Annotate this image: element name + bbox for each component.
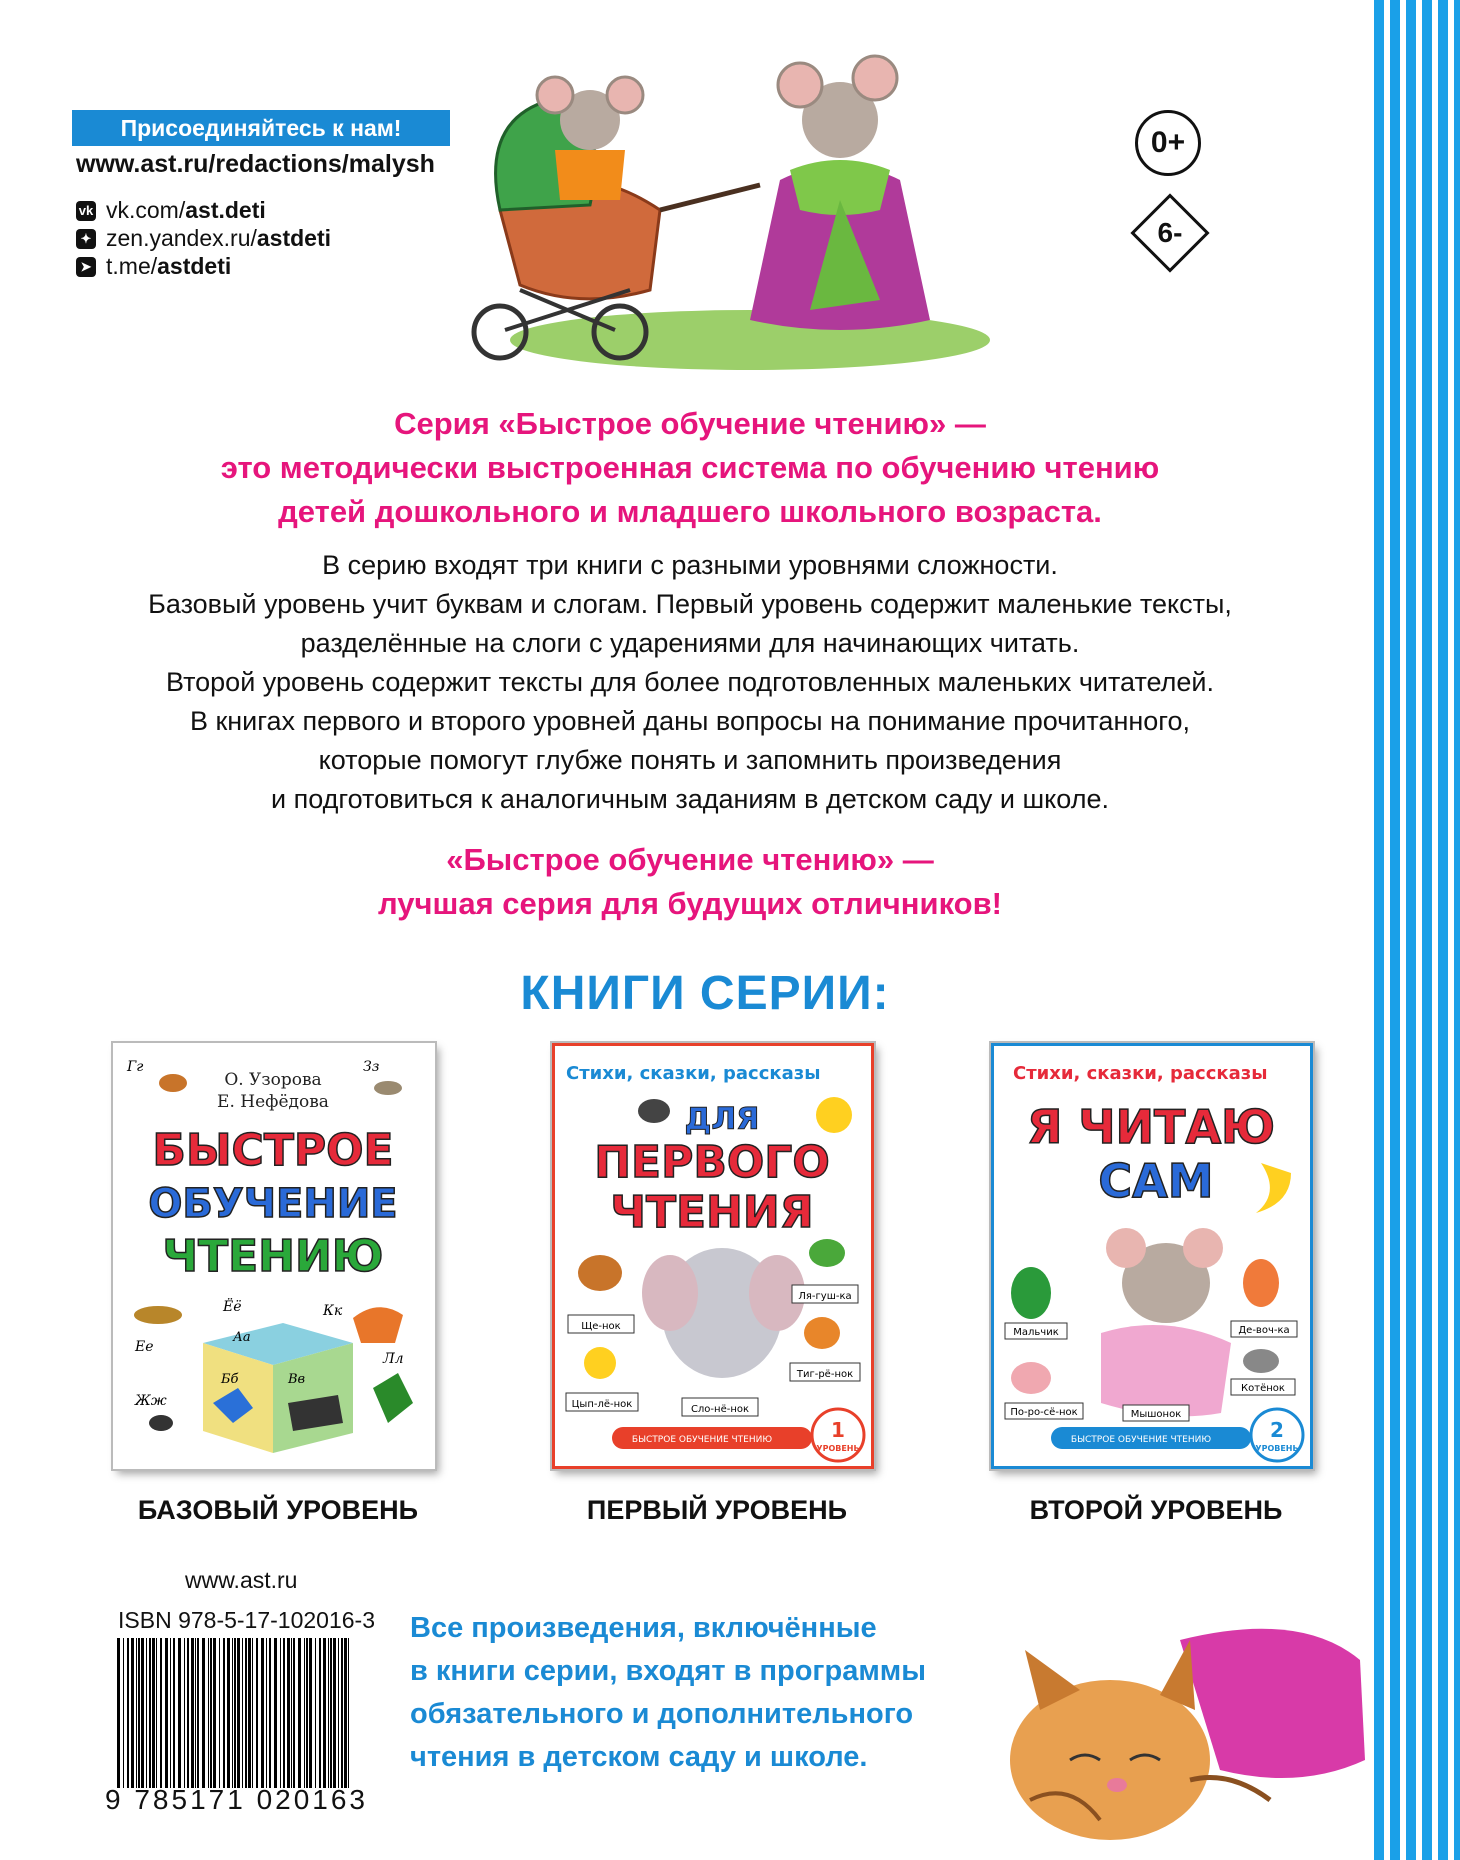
barcode-bar [210, 1638, 212, 1788]
social-link-telegram[interactable] [76, 253, 231, 280]
barcode-bar [274, 1638, 277, 1788]
cube-letter: Вв [288, 1372, 306, 1387]
social-prefix: zen.yandex.ru/ [106, 225, 257, 251]
barcode-bar [232, 1638, 233, 1788]
book-title-line: ПЕРВОГО [594, 1137, 830, 1188]
note-line: обязательного и дополнительного [410, 1698, 914, 1730]
description-line: В книгах первого и второго уровней даны вопросы на понимание прочитанного, [189, 706, 1191, 736]
barcode-bar [330, 1638, 332, 1788]
barcode-bar [344, 1638, 347, 1788]
description-line: которые помогут глубже понять и запомнить произведения [318, 745, 1062, 775]
picture-label: Цып-лё-нок [571, 1399, 633, 1410]
telegram-icon: ➤ [76, 257, 96, 277]
book-title-line: ОБУЧЕНИЕ [148, 1181, 398, 1227]
barcode-bar [141, 1638, 144, 1788]
barcode-bar [304, 1638, 305, 1788]
level-badge-number: 2 [1270, 1418, 1284, 1442]
barcode-bar [333, 1638, 336, 1788]
barcode-bar [283, 1638, 285, 1788]
isbn-barcode [115, 1638, 355, 1788]
barcode-bar [252, 1638, 253, 1788]
barcode-bar [291, 1638, 292, 1788]
age-rating-6-badge [1130, 193, 1209, 272]
picture-label: Мышонок [1130, 1409, 1182, 1420]
intro-line: детей дошкольного и младшего школьного возраста. [278, 494, 1102, 529]
slogan-line: «Быстрое обучение чтению» — [446, 842, 934, 877]
series-description [0, 546, 1380, 819]
description-line: В серию входят три книги с разными уровнями сложности. [322, 550, 1058, 580]
barcode-bar [178, 1638, 181, 1788]
cursive-letter: Жж [135, 1393, 167, 1409]
barcode-bar [208, 1638, 209, 1788]
series-footer-label: БЫСТРОЕ ОБУЧЕНИЕ ЧТЕНИЮ [1070, 1435, 1212, 1445]
barcode-bar [138, 1638, 140, 1788]
book-cover-first-level[interactable] [552, 1043, 874, 1469]
picture-label: Де-воч-ка [1238, 1325, 1290, 1336]
cube-letter: Аа [233, 1330, 251, 1345]
cursive-letter: Зз [363, 1059, 380, 1075]
series-slogan [0, 838, 1380, 926]
barcode-bar [287, 1638, 290, 1788]
barcode-bar [242, 1638, 243, 1788]
social-prefix: vk.com/ [106, 197, 186, 223]
series-footer-label: БЫСТРОЕ ОБУЧЕНИЕ ЧТЕНИЮ [631, 1435, 773, 1445]
book-title-line: Я ЧИТАЮ [1026, 1100, 1276, 1154]
barcode-bar [131, 1638, 134, 1788]
intro-line: Серия «Быстрое обучение чтению» — [394, 406, 986, 441]
level-badge-label: УРОВЕНЬ [816, 1444, 860, 1453]
barcode-bar [191, 1638, 194, 1788]
vk-icon: vk [76, 201, 96, 221]
cube-letter: Бб [221, 1372, 239, 1387]
barcode-bar [328, 1638, 329, 1788]
social-handle: ast.deti [185, 197, 266, 223]
barcode-bar [269, 1638, 271, 1788]
program-note [410, 1607, 926, 1779]
book-title-line: ЧТЕНИЮ [162, 1231, 384, 1282]
sleeping-kitten-illustration [980, 1600, 1370, 1850]
barcode-bar [234, 1638, 236, 1788]
social-handle: astdeti [256, 225, 332, 251]
barcode-bar [309, 1638, 312, 1788]
social-prefix: t.me/ [106, 253, 158, 279]
barcode-bar [223, 1638, 225, 1788]
series-books-heading: КНИГИ СЕРИИ: [520, 967, 890, 1020]
publisher-short-site[interactable]: www.ast.ru [185, 1567, 298, 1593]
book-title-line: ЧТЕНИЯ [610, 1187, 814, 1238]
series-intro-heading [0, 402, 1380, 534]
barcode-bar [338, 1638, 339, 1788]
barcode-bar [197, 1638, 199, 1788]
mice-with-pram-illustration [460, 40, 1040, 380]
barcode-bar [117, 1638, 120, 1788]
barcode-bar [261, 1638, 264, 1788]
cursive-letter: Лл [383, 1351, 404, 1367]
zen-icon: ✦ [76, 229, 96, 249]
book-subtitle: Стихи, сказки, рассказы [566, 1063, 821, 1084]
join-us-banner: Присоединяйтесь к нам! [72, 110, 450, 146]
barcode-bar [248, 1638, 251, 1788]
book-level-label: ПЕРВЫЙ УРОВЕНЬ [586, 1495, 848, 1525]
barcode-bar [298, 1638, 301, 1788]
book-level-label: БАЗОВЫЙ УРОВЕНЬ [137, 1495, 419, 1525]
publisher-site-link[interactable]: www.ast.ru/redactions/malysh [76, 150, 435, 178]
book-subtitle: Стихи, сказки, рассказы [1013, 1063, 1268, 1084]
book-level-label: ВТОРОЙ УРОВЕНЬ [1029, 1495, 1283, 1525]
book-title-line: БЫСТРОЕ [152, 1125, 394, 1176]
picture-label: Сло-нё-нок [690, 1404, 750, 1415]
barcode-bar [266, 1638, 267, 1788]
book-title-line: ДЛЯ [684, 1102, 760, 1137]
barcode-bar [256, 1638, 258, 1788]
book-author: Е. Нефёдова [217, 1092, 329, 1112]
barcode-bar [323, 1638, 326, 1788]
picture-label: Ля-гуш-ка [798, 1291, 852, 1302]
barcode-bar [149, 1638, 151, 1788]
book-cover-second-level[interactable] [991, 1043, 1313, 1469]
barcode-bar [202, 1638, 205, 1788]
barcode-bar [227, 1638, 230, 1788]
intro-line: это методически выстроенная система по обучению чтению [220, 450, 1160, 485]
description-line: разделённые на слоги с ударениями для начинающих читать. [300, 628, 1080, 658]
slogan-line: лучшая серия для будущих отличников! [377, 886, 1002, 921]
isbn-number: ISBN 978-5-17-102016-3 [118, 1607, 375, 1633]
cursive-letter: Ёё [223, 1299, 242, 1315]
barcode-bar [146, 1638, 147, 1788]
barcode-bar [213, 1638, 216, 1788]
book-author: О. Узорова [224, 1070, 322, 1090]
note-line: в книги серии, входят в программы [410, 1655, 927, 1687]
barcode-bar [123, 1638, 124, 1788]
note-line: Все произведения, включённые [410, 1612, 877, 1644]
barcode-bar [280, 1638, 281, 1788]
social-link-vk[interactable] [76, 197, 266, 224]
barcode-bar [293, 1638, 295, 1788]
decorative-side-stripes [1368, 0, 1460, 1860]
barcode-bar [341, 1638, 343, 1788]
book-title-line: САМ [1098, 1154, 1214, 1208]
social-handle: astdeti [157, 253, 232, 279]
barcode-bar [156, 1638, 157, 1788]
level-badge-label: УРОВЕНЬ [1255, 1444, 1299, 1453]
barcode-bar [237, 1638, 240, 1788]
barcode-digits: 9 785171 020163 [105, 1784, 368, 1815]
barcode-bar [319, 1638, 321, 1788]
picture-label: Тиг-рё-нок [796, 1369, 854, 1380]
barcode-bar [127, 1638, 129, 1788]
barcode-bar [315, 1638, 316, 1788]
barcode-bar [348, 1638, 349, 1788]
level-badge-number: 1 [831, 1418, 845, 1442]
cursive-letter: Гг [127, 1059, 144, 1075]
picture-label: По-ро-сё-нок [1010, 1407, 1078, 1418]
description-line: и подготовиться к аналогичным заданиям в детском саду и школе. [271, 784, 1109, 814]
barcode-bar [136, 1638, 137, 1788]
picture-label: Котёнок [1241, 1383, 1285, 1394]
description-line: Второй уровень содержит тексты для более подготовленных маленьких читателей. [165, 667, 1215, 697]
note-line: чтения в детском саду и школе. [410, 1741, 868, 1773]
book-cover-basic-level[interactable] [113, 1043, 435, 1469]
picture-label: Ще-нок [581, 1321, 621, 1332]
barcode-bar [165, 1638, 168, 1788]
barcode-bar [306, 1638, 308, 1788]
barcode-bar [195, 1638, 196, 1788]
cursive-letter: Ее [135, 1339, 154, 1355]
barcode-bar [152, 1638, 155, 1788]
cursive-letter: Кк [323, 1303, 343, 1319]
barcode-bar [173, 1638, 175, 1788]
age-rating-6-label: 6- [1157, 217, 1183, 248]
age-rating-0plus-badge: 0+ [1135, 110, 1201, 176]
picture-label: Мальчик [1013, 1327, 1059, 1338]
barcode-bar [170, 1638, 171, 1788]
barcode-bar [245, 1638, 247, 1788]
barcode-bar [160, 1638, 162, 1788]
description-line: Базовый уровень учит буквам и слогам. Первый уровень содержит маленькие тексты, [148, 589, 1232, 619]
barcode-bar [184, 1638, 185, 1788]
barcode-bar [187, 1638, 189, 1788]
barcode-bar [219, 1638, 220, 1788]
social-link-zen[interactable] [76, 225, 331, 252]
